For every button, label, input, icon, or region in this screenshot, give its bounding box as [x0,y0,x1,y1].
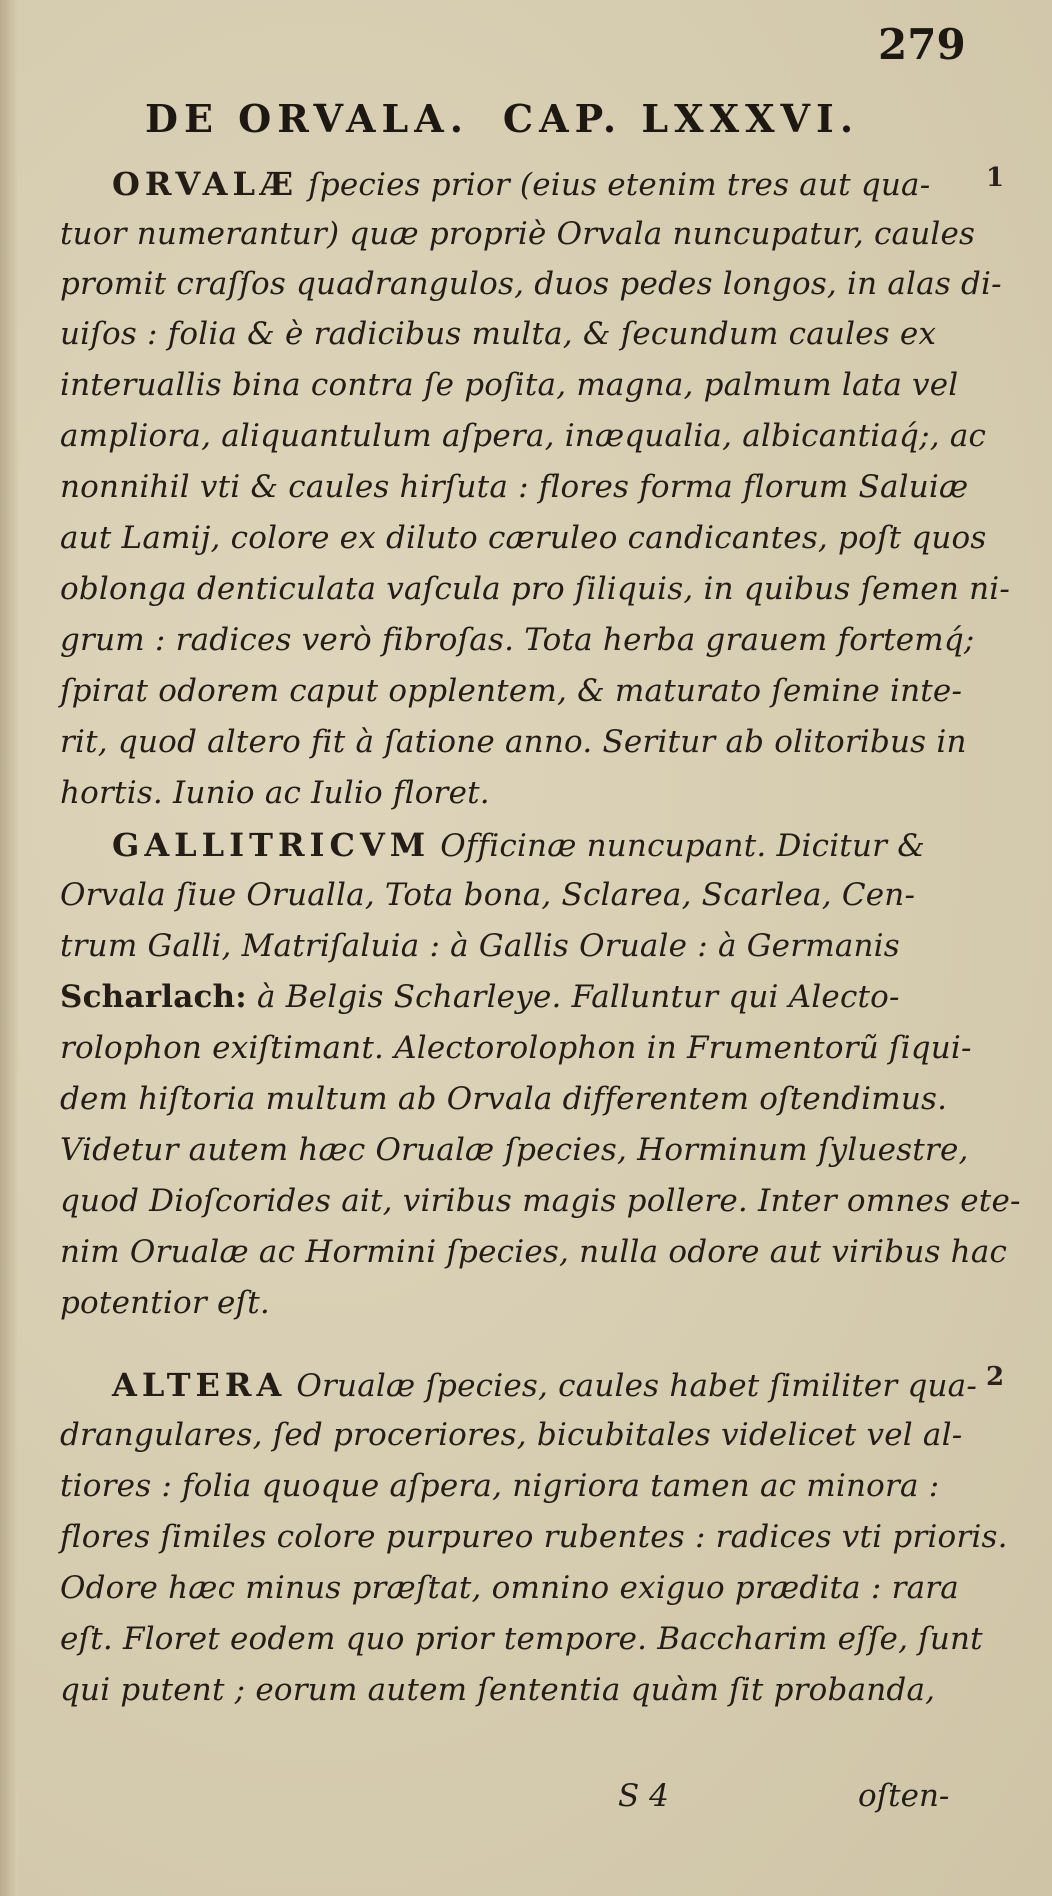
text-line: GALLITRICVM Officinæ nuncupant. Dicitur & [112,826,925,864]
running-head [145,96,893,141]
text-line: dem hiſtoria multum ab Orvala differentem oſtendimus. [60,1081,948,1117]
text-line: interuallis bina contra ſe poſita, magna, palmum lata vel [60,367,959,403]
running-head-chapter: CAP. LXXXVI. [502,96,860,141]
text-line: Odore hæc minus præſtat, omnino exiguo prædita : rara [60,1570,959,1606]
text-line: potentior eſt. [60,1285,270,1321]
text-line: tuor numerantur) quæ propriè Orvala nuncupatur, caules [60,216,976,252]
text-line: eſt. Floret eodem quo prior tempore. Baccharim eſſe, ſunt [60,1621,983,1657]
text-line: nim Orualæ ac Hormini ſpecies, nulla odore aut viribus hac [60,1234,1008,1270]
text-line: drangulares, ſed proceriores, bicubitales videlicet vel al- [60,1417,963,1453]
text-line: rolophon exiſtimant. Alectorolophon in Frumentorũ ſiqui- [60,1030,972,1066]
catchword: oſten- [858,1778,950,1814]
text-line: nonnihil vti & caules hirſuta : flores forma florum Saluiæ [60,469,969,505]
running-head-title: DE ORVALA. [145,96,469,141]
text-line: Scharlach: à Belgis Scharleye. Falluntur qui Alecto- [60,979,900,1015]
text-line: Videtur autem hæc Orualæ ſpecies, Horminum ſyluestre, [60,1132,969,1168]
paragraph-lead: ALTERA [112,1366,287,1404]
text-line: ſpirat odorem caput opplentem, & maturato ſemine inte- [60,673,963,709]
text-line: hortis. Iunio ac Iulio floret. [60,775,490,811]
text-line: ALTERA Orualæ ſpecies, caules habet ſimiliter qua- [112,1366,978,1404]
signature-mark: S 4 [618,1778,669,1814]
page-number: 279 [878,20,966,69]
text-line: qui putent ; eorum autem ſententia quàm ſit probanda, [60,1672,936,1708]
gutter-shadow [0,0,18,1896]
text-line: promit craſſos quadrangulos, duos pedes longos, in alas di- [60,266,1002,302]
text-line: trum Galli, Matriſaluia : à Gallis Oruale : à Germanis [60,928,900,964]
text-line: quod Dioſcorides ait, viribus magis pollere. Inter omnes ete- [60,1183,1021,1219]
paragraph-lead: GALLITRICVM [112,826,431,864]
margin-number: 2 [986,1362,1005,1392]
text-line: flores ſimiles colore purpureo rubentes : radices vti prioris. [60,1519,1008,1555]
text-line: uiſos : folia & è radicibus multa, & ſecundum caules ex [60,316,937,352]
margin-number: 1 [986,163,1005,193]
text-line: rit, quod altero fit à ſatione anno. Seritur ab olitoribus in [60,724,967,760]
text-line: oblonga denticulata vaſcula pro ſiliquis, in quibus ſemen ni- [60,571,1011,607]
text-line: Orvala ſiue Orualla, Tota bona, Sclarea, Scarlea, Cen- [60,877,916,913]
text-line: ORVALÆ ſpecies prior (eius etenim tres aut qua- [112,165,931,203]
text-line: tiores : folia quoque aſpera, nigriora tamen ac minora : [60,1468,940,1504]
text-line: aut Lamij, colore ex diluto cæruleo candicantes, poſt quos [60,520,987,556]
paragraph-lead: ORVALÆ [112,165,299,203]
text-line: ampliora, aliquantulum aſpera, inæqualia, albicantiaq́;, ac [60,418,987,454]
text-line: grum : radices verò fibroſas. Tota herba grauem fortemq́; [60,622,975,658]
